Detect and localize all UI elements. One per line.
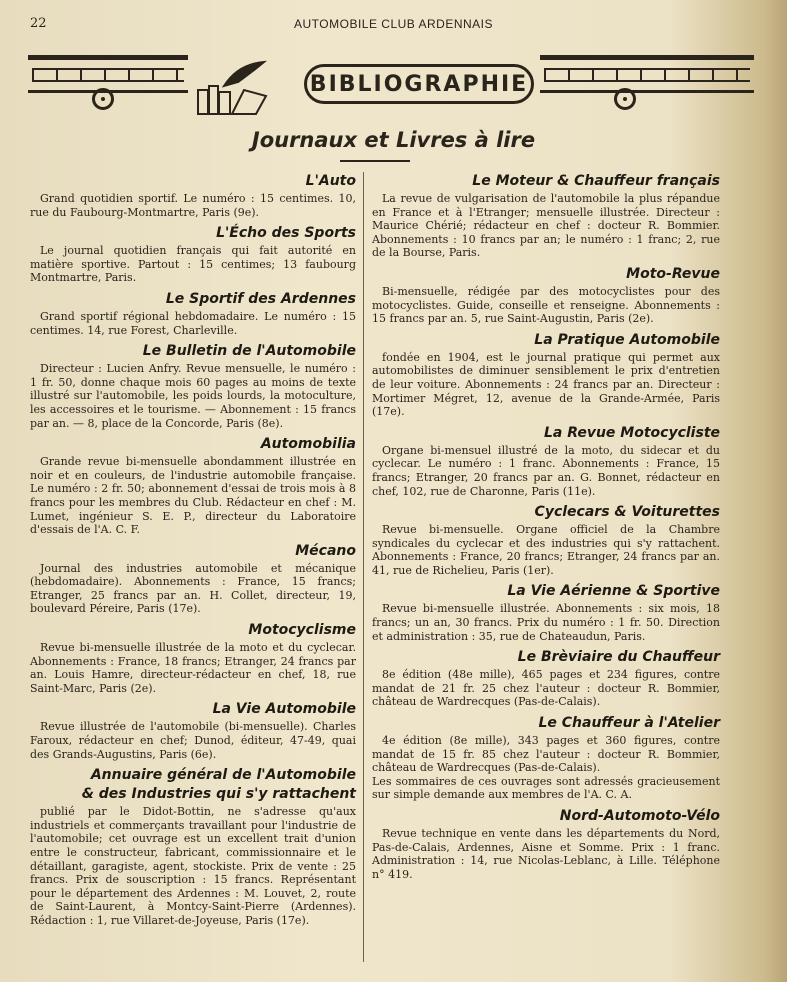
entry-text: Le journal quotidien français qui fait autorité en matière sportive. Partout : 15 centimes; 13 faubourg Montmartre, Paris. — [30, 244, 356, 285]
entry-title: La Revue Motocycliste — [544, 424, 720, 441]
chain-ornament — [32, 68, 184, 82]
review-entry — [30, 542, 356, 616]
ornament-band-right — [540, 55, 754, 93]
entry-text: Directeur : Lucien Anfry. Revue mensuelle, le numéro : 1 fr. 50, donne chaque mois 60 pages au moins de texte illustré sur l'automobile, les poids lourds, la motoculture, les accessoires et le tourisme. — Abonnement : 15 francs par an. — 8, place de la Concorde, Paris (8e). — [30, 362, 356, 430]
running-title: AUTOMOBILE CLUB ARDENNAIS — [294, 17, 493, 31]
page-title: Journaux et Livres à lire — [251, 128, 536, 152]
title-divider — [340, 160, 410, 162]
wheel-icon — [614, 88, 636, 110]
books-quill-icon — [194, 60, 270, 116]
entry-title: Mécano — [295, 542, 356, 559]
entry-title: Le Sportif des Ardennes — [165, 290, 356, 307]
right-column — [372, 172, 720, 886]
review-entry — [372, 172, 720, 260]
entry-title: La Vie Aérienne & Sportive — [507, 583, 720, 600]
entry-title: La Vie Automobile — [212, 701, 356, 718]
entry-title: Annuaire général de l'Automobile & des Industries qui s'y rattachent — [81, 767, 356, 803]
column-divider — [363, 172, 364, 962]
entry-text: Grand sportif régional hebdomadaire. Le numéro : 15 centimes. 14, rue Forest, Charleville. — [30, 309, 356, 337]
review-entry — [372, 265, 720, 326]
running-header — [0, 16, 787, 36]
chain-ornament — [544, 68, 750, 82]
entry-text: Journal des industries automobile et mécanique (hebdomadaire). Abonnements : France, 15 francs; Etranger, 25 francs par an. H. Collet, directeur, 19, boulevard Péreire, Paris (17e). — [30, 561, 356, 616]
entry-text: publié par le Didot-Bottin, ne s'adresse qu'aux industriels et commerçants travaillant pour l'industrie de l'automobile; cet ouvrage est un excellent trait d'union entre le constructeur, fabricant, commissionnaire et le détaillant, garagiste, agent, stockiste. Prix de vente : 25 francs. Prix de souscription : 15 francs. Représentant pour le département des Ardennes : M. Louvet, 2, route de Saint-Laurent, à Montcy-Saint-Pierre (Ardennes). Rédaction : 1, rue Villaret-de-Joyeuse, Paris (17e). — [30, 805, 356, 927]
review-entry — [372, 503, 720, 577]
entry-text: Revue bi-mensuelle illustrée de la moto et du cyclecar. Abonnements : France, 18 francs; Etranger, 24 francs par an. Louis Hamre, directeur-rédacteur en chef, 18, rue Saint-Marc, Paris (2e). — [30, 641, 356, 695]
review-entry — [30, 290, 356, 337]
entry-title: Le Bulletin de l'Automobile — [142, 343, 356, 360]
entry-title: Le Moteur & Chauffeur français — [472, 173, 720, 189]
review-entry — [30, 435, 356, 537]
review-entry — [30, 342, 356, 430]
review-entry — [372, 648, 720, 709]
review-entry — [30, 224, 356, 285]
ornament-band-left — [28, 55, 188, 93]
entry-text: Bi-mensuelle, rédigée par des motocyclistes pour des motocyclistes. Guide, conseille et renseigne. Abonnements : 15 francs par an. 5, rue Saint-Augustin, Paris (2e). — [372, 284, 720, 326]
review-entry — [372, 807, 720, 881]
entry-text: 8e édition (48e mille), 465 pages et 234 figures, contre mandat de 21 fr. 25 chez l'auteur : docteur R. Bommier, château de Wardrecques (Pas-de-Calais). — [372, 668, 720, 709]
entry-title: Nord-Automoto-Vélo — [559, 808, 720, 824]
entry-title: L'Auto — [305, 173, 356, 189]
entry-title: Cyclecars & Voiturettes — [534, 504, 720, 521]
entry-text: La revue de vulgarisation de l'automobile la plus répandue en France et à l'Etranger; mensuelle illustrée. Directeur : Maurice Chérié; rédacteur en chef : docteur R. Bommier. Abonnements : 10 francs par an; le numéro : 1 franc; 2, rue de la Bourse, Paris. — [372, 192, 720, 260]
review-entry — [30, 621, 356, 695]
entry-title: Moto-Revue — [626, 265, 720, 282]
left-column — [30, 172, 356, 933]
review-entry — [372, 331, 720, 419]
review-entry — [372, 714, 720, 802]
entry-title: L'Écho des Sports — [216, 225, 356, 242]
review-entry — [30, 172, 356, 219]
bibliographie-banner — [28, 50, 754, 120]
entry-text: Revue bi-mensuelle illustrée. Abonnements : six mois, 18 francs; un an, 30 francs. Prix du numéro : 1 fr. 50. Direction et administration : 35, rue de Chateaudun, Paris. — [372, 602, 720, 643]
entry-text: Revue technique en vente dans les départements du Nord, Pas-de-Calais, Ardennes, Aisne et Somme. Prix : 1 franc. Administration : 14, rue Nicolas-Leblanc, à Lille. Téléphone n° 419. — [372, 827, 720, 881]
page-number: 22 — [30, 16, 47, 31]
entry-title: Le Brèviaire du Chauffeur — [517, 649, 720, 666]
entry-text: fondée en 1904, est le journal pratique qui permet aux automobilistes de diminuer sensiblement le prix d'entretien de leur voiture. Abonnements : 24 francs par an. Directeur : Mortimer Mégret, 12, avenue de la Grande-Armée, Paris (17e). — [372, 350, 720, 419]
review-entry — [372, 424, 720, 498]
entry-title: Automobilia — [260, 436, 356, 453]
entry-text: Grande revue bi-mensuelle abondamment illustrée en noir et en couleurs, de l'industrie automobile française. Le numéro : 2 fr. 50; abonnement d'essai de trois mois à 8 francs pour les membres du Club. Rédacteur en chef : M. Lumet, ingénieur S. E. P., directeur du Laboratoire d'essais de l'A. C. F. — [30, 455, 356, 537]
entry-text: Revue bi-mensuelle. Organe officiel de la Chambre syndicales du cyclecar et des industries qui s'y rattachent. Abonnements : France, 20 francs; Etranger, 24 francs par an. 41, rue de Richelieu, Paris (1er). — [372, 523, 720, 577]
review-entry — [372, 582, 720, 643]
entry-text: Organe bi-mensuel illustré de la moto, du sidecar et du cyclecar. Le numéro : 1 franc. Abonnements : France, 15 francs; Etranger, 20 francs par an. G. Bonnet, rédacteur en chef, 102, rue de Charonne, Paris (11e). — [372, 443, 720, 498]
entry-text: Revue illustrée de l'automobile (bi-mensuelle). Charles Faroux, rédacteur en chef; Dunod, éditeur, 47-49, quai des Grands-Augustins, Paris (6e). — [30, 720, 356, 761]
section-label: BIBLIOGRAPHIE — [304, 64, 534, 104]
entry-text: Grand quotidien sportif. Le numéro : 15 centimes. 10, rue du Faubourg-Montmartre, Paris (9e). — [30, 192, 356, 219]
review-entry — [30, 766, 356, 927]
entry-text: 4e édition (8e mille), 343 pages et 360 figures, contre mandat de 15 fr. 85 chez l'auteur : docteur R. Bommier, château de Wardrecques (Pas-de-Calais). Les sommaires de ces ouvrages sont adressés gracieusement sur simple demande aux membres de l'A. C. A. — [372, 734, 720, 802]
review-entry — [30, 700, 356, 761]
wheel-icon — [92, 88, 114, 110]
entry-title: Motocyclisme — [248, 622, 356, 639]
entry-title: Le Chauffeur à l'Atelier — [538, 715, 720, 732]
entry-title: La Pratique Automobile — [534, 331, 720, 348]
